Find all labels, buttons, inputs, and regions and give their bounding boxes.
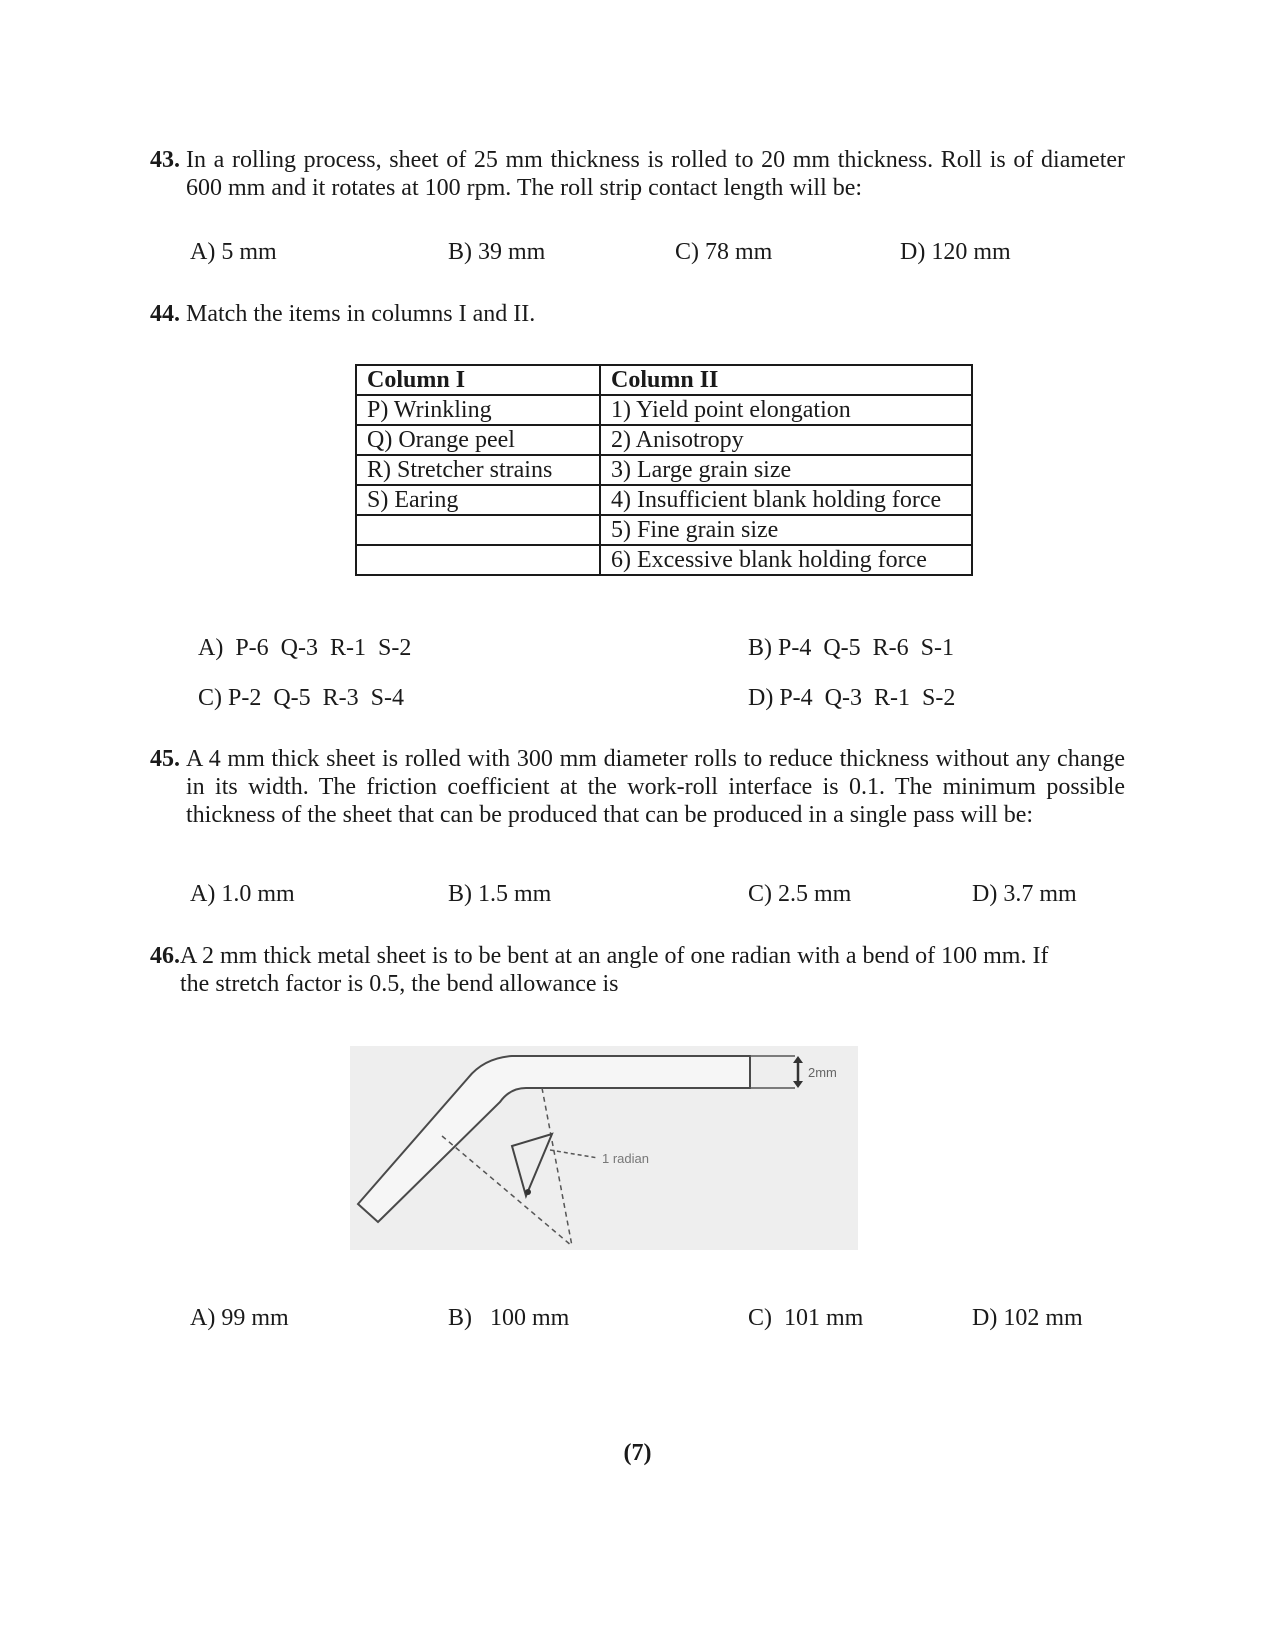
column-header: Column II: [600, 365, 972, 395]
q46-option-d[interactable]: D) 102 mm: [972, 1305, 1083, 1331]
angle-label: 1 radian: [602, 1151, 649, 1166]
q45-option-b[interactable]: B) 1.5 mm: [448, 881, 552, 907]
question-number: 44.: [150, 301, 180, 327]
angle-wedge: [512, 1134, 552, 1196]
table-cell: 5) Fine grain size: [600, 515, 972, 545]
q44-option-d[interactable]: D) P-4 Q-3 R-1 S-2: [748, 685, 956, 711]
question-number: 46.: [150, 943, 180, 969]
match-table: [355, 364, 973, 576]
table-row: [356, 395, 972, 425]
table-row: [356, 545, 972, 575]
question-46: [150, 942, 1125, 998]
table-cell: 4) Insufficient blank holding force: [600, 485, 972, 515]
question-number: 43.: [150, 147, 180, 173]
question-text: A 4 mm thick sheet is rolled with 300 mm diameter rolls to reduce thickness without any change in its width. The friction coefficient at the work-roll interface is 0.1. The minimum possible thickness of the sheet that can be produced that can be produced in a single pass will be:: [186, 746, 1125, 828]
q43-option-b[interactable]: B) 39 mm: [448, 239, 546, 265]
bent-sheet-figure: [350, 1046, 858, 1250]
table-header-row: [356, 365, 972, 395]
q44-option-c[interactable]: C) P-2 Q-5 R-3 S-4: [198, 685, 405, 711]
question-text-line-1: A 2 mm thick metal sheet is to be bent at an angle of one radian with a bend of 100 mm. If: [180, 943, 1049, 969]
table-row: [356, 485, 972, 515]
table-cell: 2) Anisotropy: [600, 425, 972, 455]
table-cell: [356, 545, 600, 575]
table-cell: R) Stretcher strains: [356, 455, 600, 485]
question-45: [150, 745, 1125, 829]
radius-line: [542, 1088, 572, 1246]
q44-option-a[interactable]: A) P-6 Q-3 R-1 S-2: [198, 635, 412, 661]
question-text: Match the items in columns I and II.: [186, 301, 536, 327]
thickness-label: 2mm: [808, 1065, 837, 1080]
q46-option-b[interactable]: B) 100 mm: [448, 1305, 570, 1331]
question-44: [150, 300, 1125, 328]
table-row: [356, 455, 972, 485]
question-43: [150, 146, 1125, 202]
q43-option-d[interactable]: D) 120 mm: [900, 239, 1011, 265]
q45-option-c[interactable]: C) 2.5 mm: [748, 881, 852, 907]
question-number: 45.: [150, 746, 180, 772]
q43-option-c[interactable]: C) 78 mm: [675, 239, 773, 265]
table-cell: 3) Large grain size: [600, 455, 972, 485]
page-number: (7): [623, 1440, 652, 1466]
q45-option-a[interactable]: A) 1.0 mm: [190, 881, 295, 907]
bend-center-dot: [525, 1189, 531, 1195]
q44-option-b[interactable]: B) P-4 Q-5 R-6 S-1: [748, 635, 955, 661]
table-cell: 6) Excessive blank holding force: [600, 545, 972, 575]
q46-option-c[interactable]: C) 101 mm: [748, 1305, 864, 1331]
bent-sheet: [358, 1056, 750, 1222]
question-text: In a rolling process, sheet of 25 mm thickness is rolled to 20 mm thickness. Roll is of diameter 600 mm and it rotates at 100 rpm. The roll strip contact length will be:: [186, 147, 1125, 201]
q46-option-a[interactable]: A) 99 mm: [190, 1305, 289, 1331]
bend-diagram: [350, 1046, 858, 1250]
q43-option-a[interactable]: A) 5 mm: [190, 239, 277, 265]
table-row: [356, 515, 972, 545]
column-header: Column I: [356, 365, 600, 395]
q45-option-d[interactable]: D) 3.7 mm: [972, 881, 1077, 907]
table-cell: Q) Orange peel: [356, 425, 600, 455]
table-cell: [356, 515, 600, 545]
leader-line: [550, 1150, 598, 1158]
table-cell: P) Wrinkling: [356, 395, 600, 425]
table-row: [356, 425, 972, 455]
table-cell: S) Earing: [356, 485, 600, 515]
table-cell: 1) Yield point elongation: [600, 395, 972, 425]
question-text-line-2: the stretch factor is 0.5, the bend allowance is: [180, 971, 619, 997]
radius-line: [442, 1136, 572, 1246]
